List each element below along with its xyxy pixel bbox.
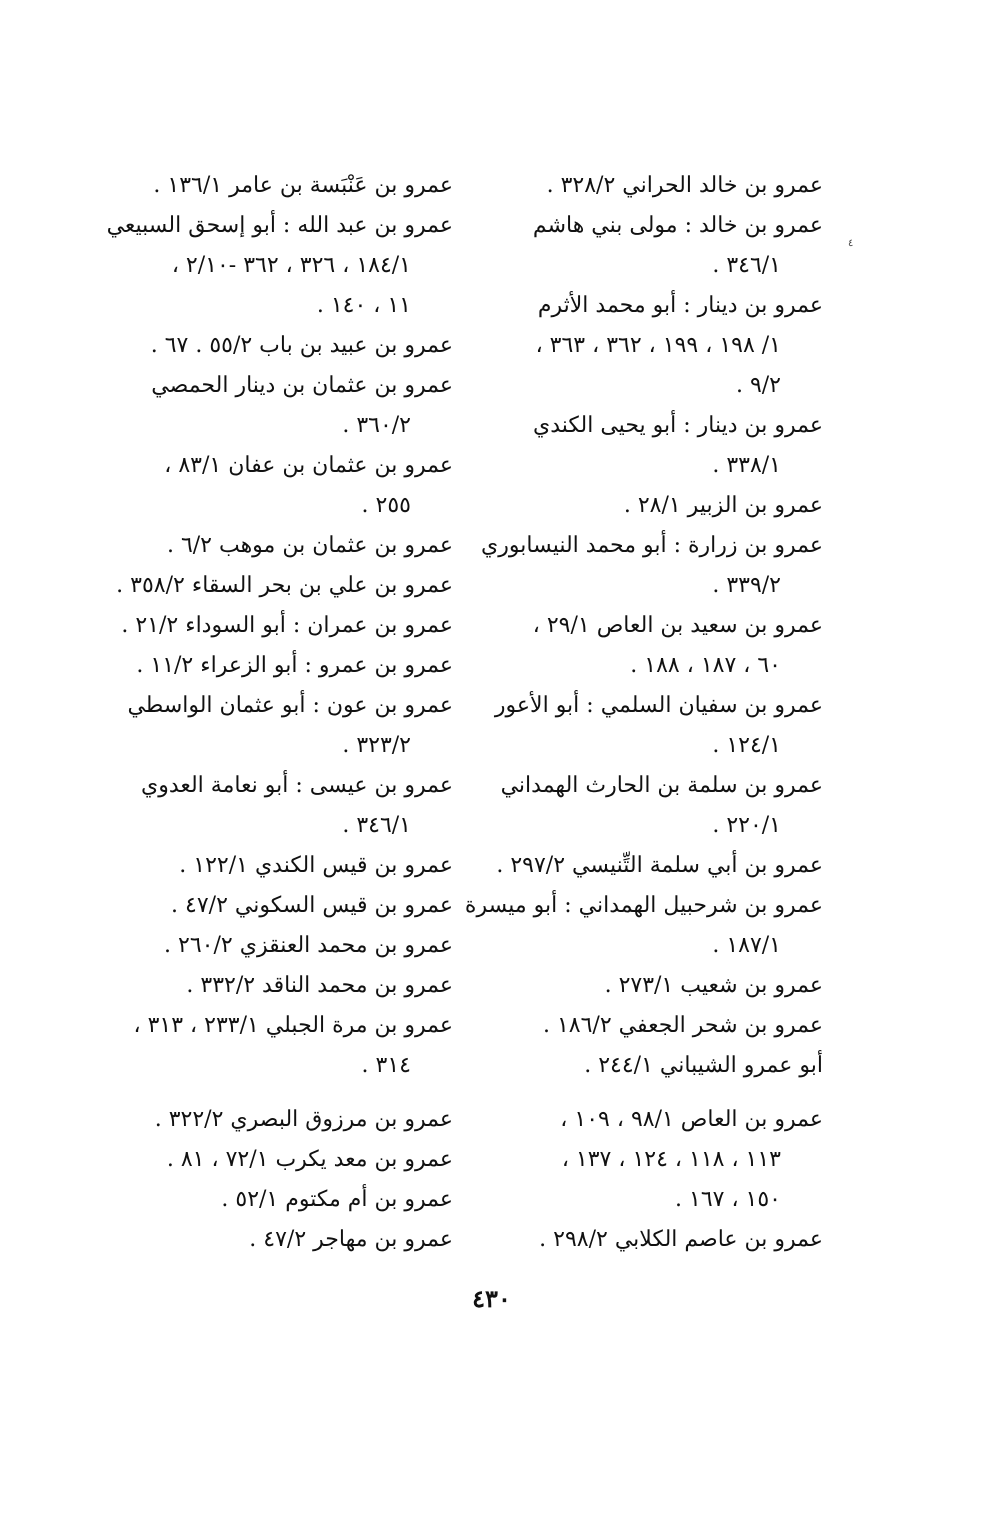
index-entry-continuation: ١٥٠ ، ١٦٧ . [675,1187,781,1212]
index-entry: عمرو بن مرة الجبلي ٢٣٣/١ ، ٣١٣ ، [133,1013,453,1038]
index-column-left [106,166,453,1260]
index-entry-continuation: ١/ ١٩٨ ، ١٩٩ ، ٣٦٢ ، ٣٦٣ ، [535,333,781,358]
index-entry: عمرو بن قيس السكوني ٤٧/٢ . [171,893,453,918]
index-entry-continuation: ٢٢٠/١ . [712,813,781,838]
index-entry-continuation: ٣١٤ . [361,1053,411,1078]
index-entry: عمرو بن عيسى : أبو نعامة العدوي [140,773,453,798]
index-entry: عمرو بن محمد الناقد ٣٣٢/٢ . [186,973,453,998]
index-entry: عمرو بن أبي سلمة التِّنيسي ٢٩٧/٢ . [496,853,823,878]
index-entry: عمرو بن زرارة : أبو محمد النيسابوري [481,533,823,558]
index-entry: عمرو بن عثمان بن دينار الحمصي [151,373,453,398]
index-entry: عمرو بن دينار : أبو يحيى الكندي [532,413,823,438]
index-entry: عمرو بن شعيب ٢٧٣/١ . [604,973,823,998]
index-entry: أبو عمرو الشيباني ٢٤٤/١ . [584,1053,823,1078]
index-entry: عمرو بن عَنْبَسة بن عامر ١٣٦/١ . [153,173,453,198]
index-entry: عمرو بن عمران : أبو السوداء ٢١/٢ . [121,613,453,638]
index-entry: عمرو بن سفيان السلمي : أبو الأعور [494,693,823,718]
index-entry: عمرو بن عاصم الكلابي ٢٩٨/٢ . [539,1227,823,1252]
index-entry: عمرو بن خالد : مولى بني هاشم [532,213,823,238]
index-entry: عمرو بن محمد العنقزي ٢٦٠/٢ . [164,933,453,958]
index-entry-continuation: ٣٤٦/١ . [712,253,781,278]
index-entry: عمرو بن عون : أبو عثمان الواسطي [127,693,453,718]
index-entry-continuation: ١١٣ ، ١١٨ ، ١٢٤ ، ١٣٧ ، [561,1147,781,1172]
index-entry: عمرو بن سلمة بن الحارث الهمداني [500,773,823,798]
index-entry: عمرو بن مهاجر ٤٧/٢ . [249,1227,453,1252]
index-entry-continuation: ٣٣٨/١ . [712,453,781,478]
section-gap [113,1086,453,1100]
index-entry-continuation: ١٨٤/١ ، ٣٢٦ ، ٣٦٢ -٢/١٠ ، [171,253,411,278]
index-entry-continuation: ٣٤٦/١ . [342,813,411,838]
index-entry: عمرو بن قيس الكندي ١٢٢/١ . [179,853,453,878]
margin-mark: ٤ [848,238,854,249]
index-entry: عمرو بن عمرو : أبو الزعراء ١١/٢ . [136,653,453,678]
index-entry: عمرو بن عبد الله : أبو إسحق السبيعي [106,213,453,238]
index-entry-continuation: ١٨٧/١ . [712,933,781,958]
index-column-right [464,166,823,1260]
index-entry: عمرو بن شرحبيل الهمداني : أبو ميسرة [464,893,823,918]
index-entry: عمرو بن سعيد بن العاص ٢٩/١ ، [532,613,823,638]
index-entry: عمرو بن خالد الحراني ٣٢٨/٢ . [546,173,823,198]
index-entry-continuation: ٦٠ ، ١٨٧ ، ١٨٨ . [630,653,781,678]
index-entry-continuation: ٣٢٣/٢ . [342,733,411,758]
index-entry-continuation: ١٢٤/١ . [712,733,781,758]
index-entry-continuation: ١١ ، ١٤٠ . [316,293,411,318]
index-entry-continuation: ٢٥٥ . [361,493,411,518]
index-entry: عمرو بن عثمان بن موهب ٦/٢ . [166,533,453,558]
index-entry: عمرو بن علي بن بحر السقاء ٣٥٨/٢ . [116,573,453,598]
index-entry-continuation: ٣٦٠/٢ . [342,413,411,438]
index-entry: عمرو بن الزبير ٢٨/١ . [623,493,823,518]
index-entry: عمرو بن معد يكرب ٧٢/١ ، ٨١ . [166,1147,453,1172]
index-entry: عمرو بن شحر الجعفي ١٨٦/٢ . [542,1013,823,1038]
page-number: ٤٣٠ [472,1284,511,1313]
index-entry: عمرو بن العاص ٩٨/١ ، ١٠٩ ، [560,1107,823,1132]
index-entry: عمرو بن عثمان بن عفان ٨٣/١ ، [164,453,453,478]
index-entry: عمرو بن عبيد بن باب ٥٥/٢ . ٦٧ . [150,333,453,358]
index-entry: عمرو بن أم مكتوم ٥٢/١ . [221,1187,453,1212]
index-entry-continuation: ٩/٢ . [735,373,781,398]
section-gap [483,1086,823,1100]
index-entry-continuation: ٣٣٩/٢ . [712,573,781,598]
index-entry: عمرو بن مرزوق البصري ٣٢٢/٢ . [154,1107,453,1132]
index-entry: عمرو بن دينار : أبو محمد الأثرم [537,293,823,318]
